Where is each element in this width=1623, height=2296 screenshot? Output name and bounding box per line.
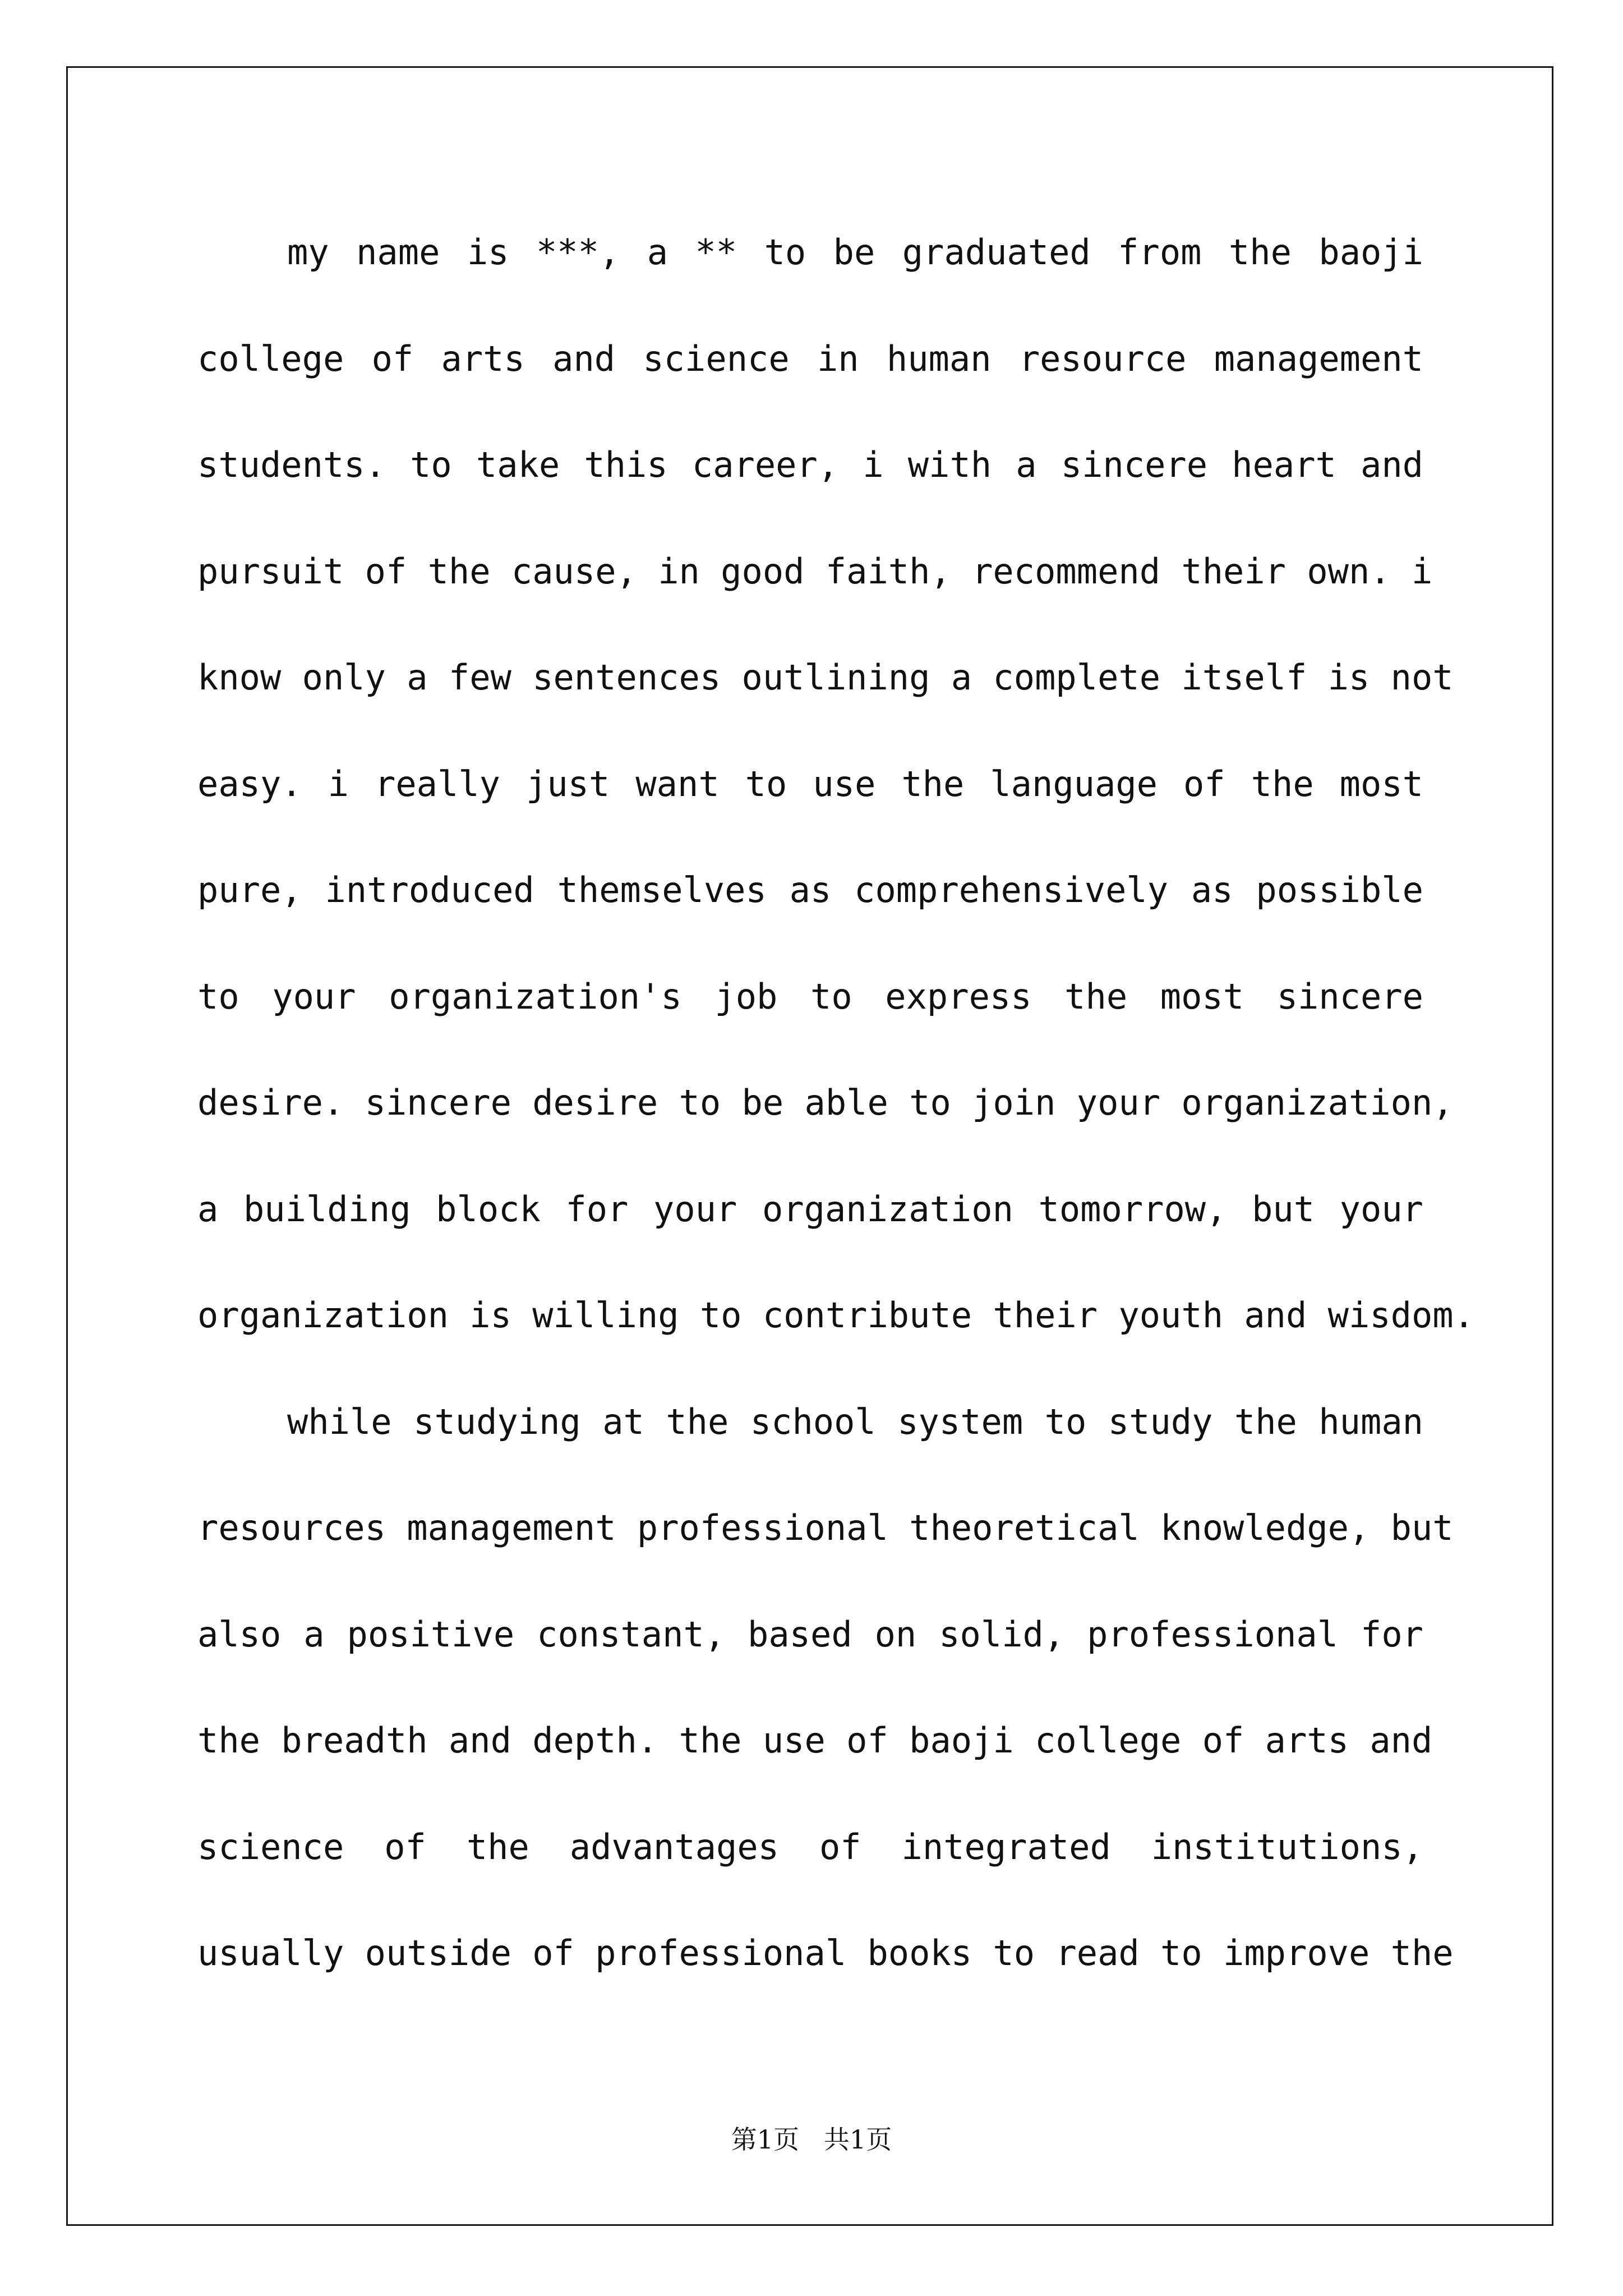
text-line: the breadth and depth. the use of baoji college of arts and xyxy=(197,1720,1433,1761)
text-line: pursuit of the cause, in good faith, recommend their own. i xyxy=(197,550,1433,592)
text-line: know only a few sentences outlining a complete itself is not xyxy=(197,657,1454,698)
text-line: students. to take this career, i with a sincere heart and xyxy=(197,444,1423,485)
text-line: organization is willing to contribute their youth and wisdom. xyxy=(197,1295,1474,1336)
text-line: college of arts and science in human resource management xyxy=(197,338,1423,379)
text-line: my name is ***, a ** to be graduated from the baoji xyxy=(287,232,1423,273)
text-line: resources management professional theoretical knowledge, but xyxy=(197,1507,1454,1548)
text-line: also a positive constant, based on solid, professional for xyxy=(197,1613,1423,1655)
paragraph-2 xyxy=(197,1388,1454,2026)
document-body xyxy=(197,219,1474,2026)
text-line: science of the advantages of integrated institutions, xyxy=(197,1826,1423,1867)
paragraph-1 xyxy=(197,219,1474,1388)
text-line: desire. sincere desire to be able to join your organization, xyxy=(197,1082,1454,1123)
page-number-footer: 第1页 共1页 xyxy=(731,2124,892,2155)
text-line: a building block for your organization tomorrow, but your xyxy=(197,1188,1423,1230)
text-line: pure, introduced themselves as comprehensively as possible xyxy=(197,869,1423,910)
text-line: while studying at the school system to study the human xyxy=(287,1401,1423,1442)
text-line: easy. i really just want to use the language of the most xyxy=(197,763,1423,804)
text-line: usually outside of professional books to read to improve the xyxy=(197,1932,1454,1973)
text-line: to your organization's job to express the most sincere xyxy=(197,976,1423,1017)
